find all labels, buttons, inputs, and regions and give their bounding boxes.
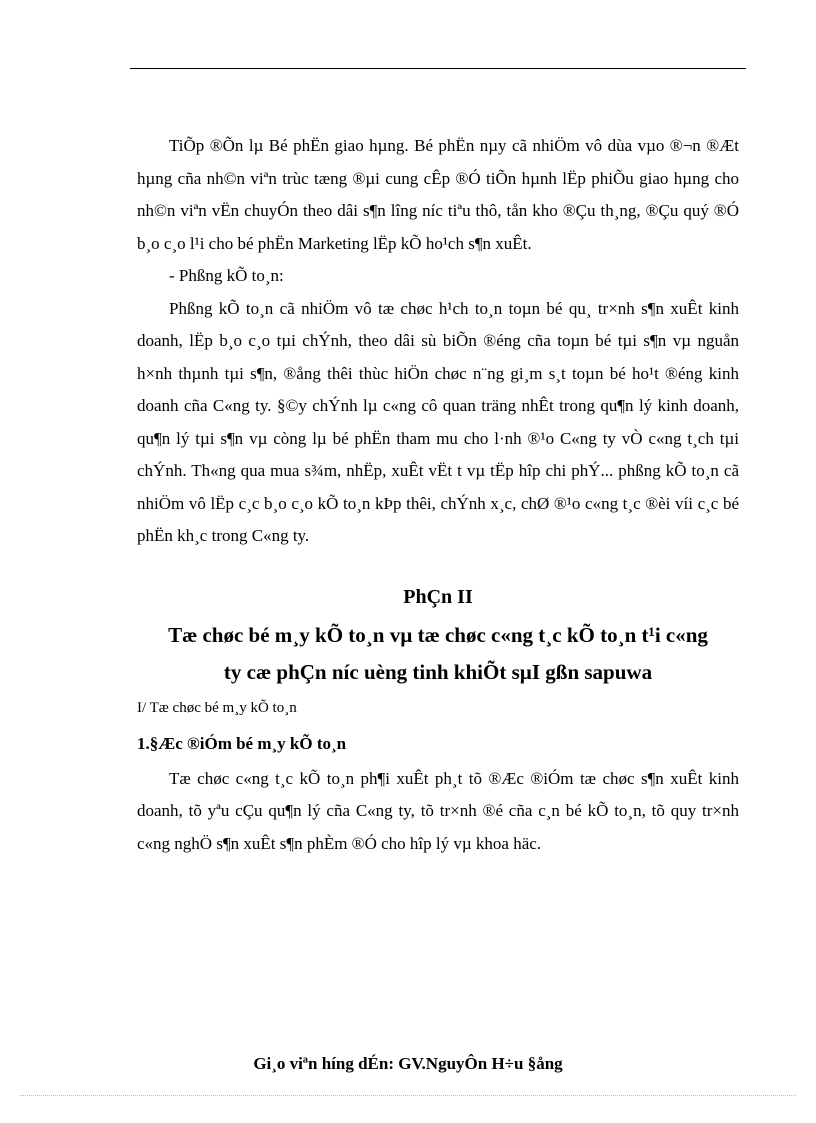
- header-rule: [130, 68, 746, 69]
- bullet-accounting-dept: - Phßng kÕ to¸n:: [169, 266, 284, 285]
- subheading-features: 1.§Æc ®iÓm bé m¸y kÕ to¸n: [137, 733, 347, 753]
- chapter-title: [137, 617, 739, 691]
- subheading-org: I/ Tæ chøc bé m¸y kÕ to¸n: [137, 699, 297, 716]
- paragraph-accounting: Phßng kÕ to¸n cã nhiÖm vô tæ chøc h¹ch to¸n toµn bé qu¸ tr×nh s¶n xuÊt kinh doanh, lËp b¸o c¸o tµi chÝnh, theo dâi sù biÕn ®éng cña toµn bé tµi s¶n vµ nguån h×nh thµnh tµi s¶n, ®ång thêi thùc hiÖn chøc n¨ng gi¸m s¸t toµn bé ho¹t ®éng kinh doanh cña C«ng ty. §©y chÝnh lµ c«ng cô quan träng nhÊt trong qu¶n lý kinh doanh, qu¶n lý tµi s¶n vµ còng lµ bé phËn tham mu cho l·nh ®¹o C«ng ty vÒ c«ng t¸ch tµi chÝnh. Th«ng qua mua s¾m, nhËp, xuÊt vËt t vµ tËp hîp chi phÝ... phßng kÕ to¸n cã nhiÖm vô lËp c¸c b¸o c¸o kÕ to¸n kÞp thêi, chÝnh x¸c, chØ ®¹o c«ng t¸c ®èi víi c¸c bé phËn kh¸c trong C«ng ty.: [137, 298, 739, 545]
- page-body: [137, 130, 739, 860]
- chapter-title-line-2: ty cæ phÇn níc uèng tinh khiÕt sµI gßn sapuwa: [223, 659, 653, 684]
- chapter-title-line-1: Tæ chøc bé m¸y kÕ to¸n vµ tæ chøc c«ng t¸c kÕ to¸n t¹i c«ng: [168, 622, 708, 647]
- footer-supervisor: Gi¸o viªn híng dÉn: GV.NguyÔn H÷u §ång: [253, 1054, 563, 1073]
- paragraph-organization: Tæ chøc c«ng t¸c kÕ to¸n ph¶i xuÊt ph¸t tõ ®Æc ®iÓm tæ chøc s¶n xuÊt kinh doanh, tõ yªu cÇu qu¶n lý cña C«ng ty, tõ tr×nh ®é cña c¸n bé kÕ to¸n, tõ quy tr×nh c«ng nghÖ s¶n xuÊt s¶n phÈm ®Ó cho hîp lý vµ khoa häc.: [137, 768, 739, 853]
- part-heading: PhÇn II: [403, 585, 473, 608]
- page-bottom-border: [20, 1095, 796, 1096]
- paragraph-delivery: TiÕp ®Õn lµ Bé phËn giao hµng. Bé phËn nµy cã nhiÖm vô dùa vµo ®¬n ®Æt hµng cña nh©n viªn trùc tæng ®µi cung cÊp ®Ó tiÕn hµnh lËp phiÕu giao hµng cho nh©n viªn vËn chuyÓn theo dâi s¶n lîng níc tiªu thô, tån kho ®Çu th¸ng, ®Çu quý ®Ó b¸o c¸o l¹i cho bé phËn Marketing lËp kÕ ho¹ch s¶n xuÊt.: [137, 136, 739, 253]
